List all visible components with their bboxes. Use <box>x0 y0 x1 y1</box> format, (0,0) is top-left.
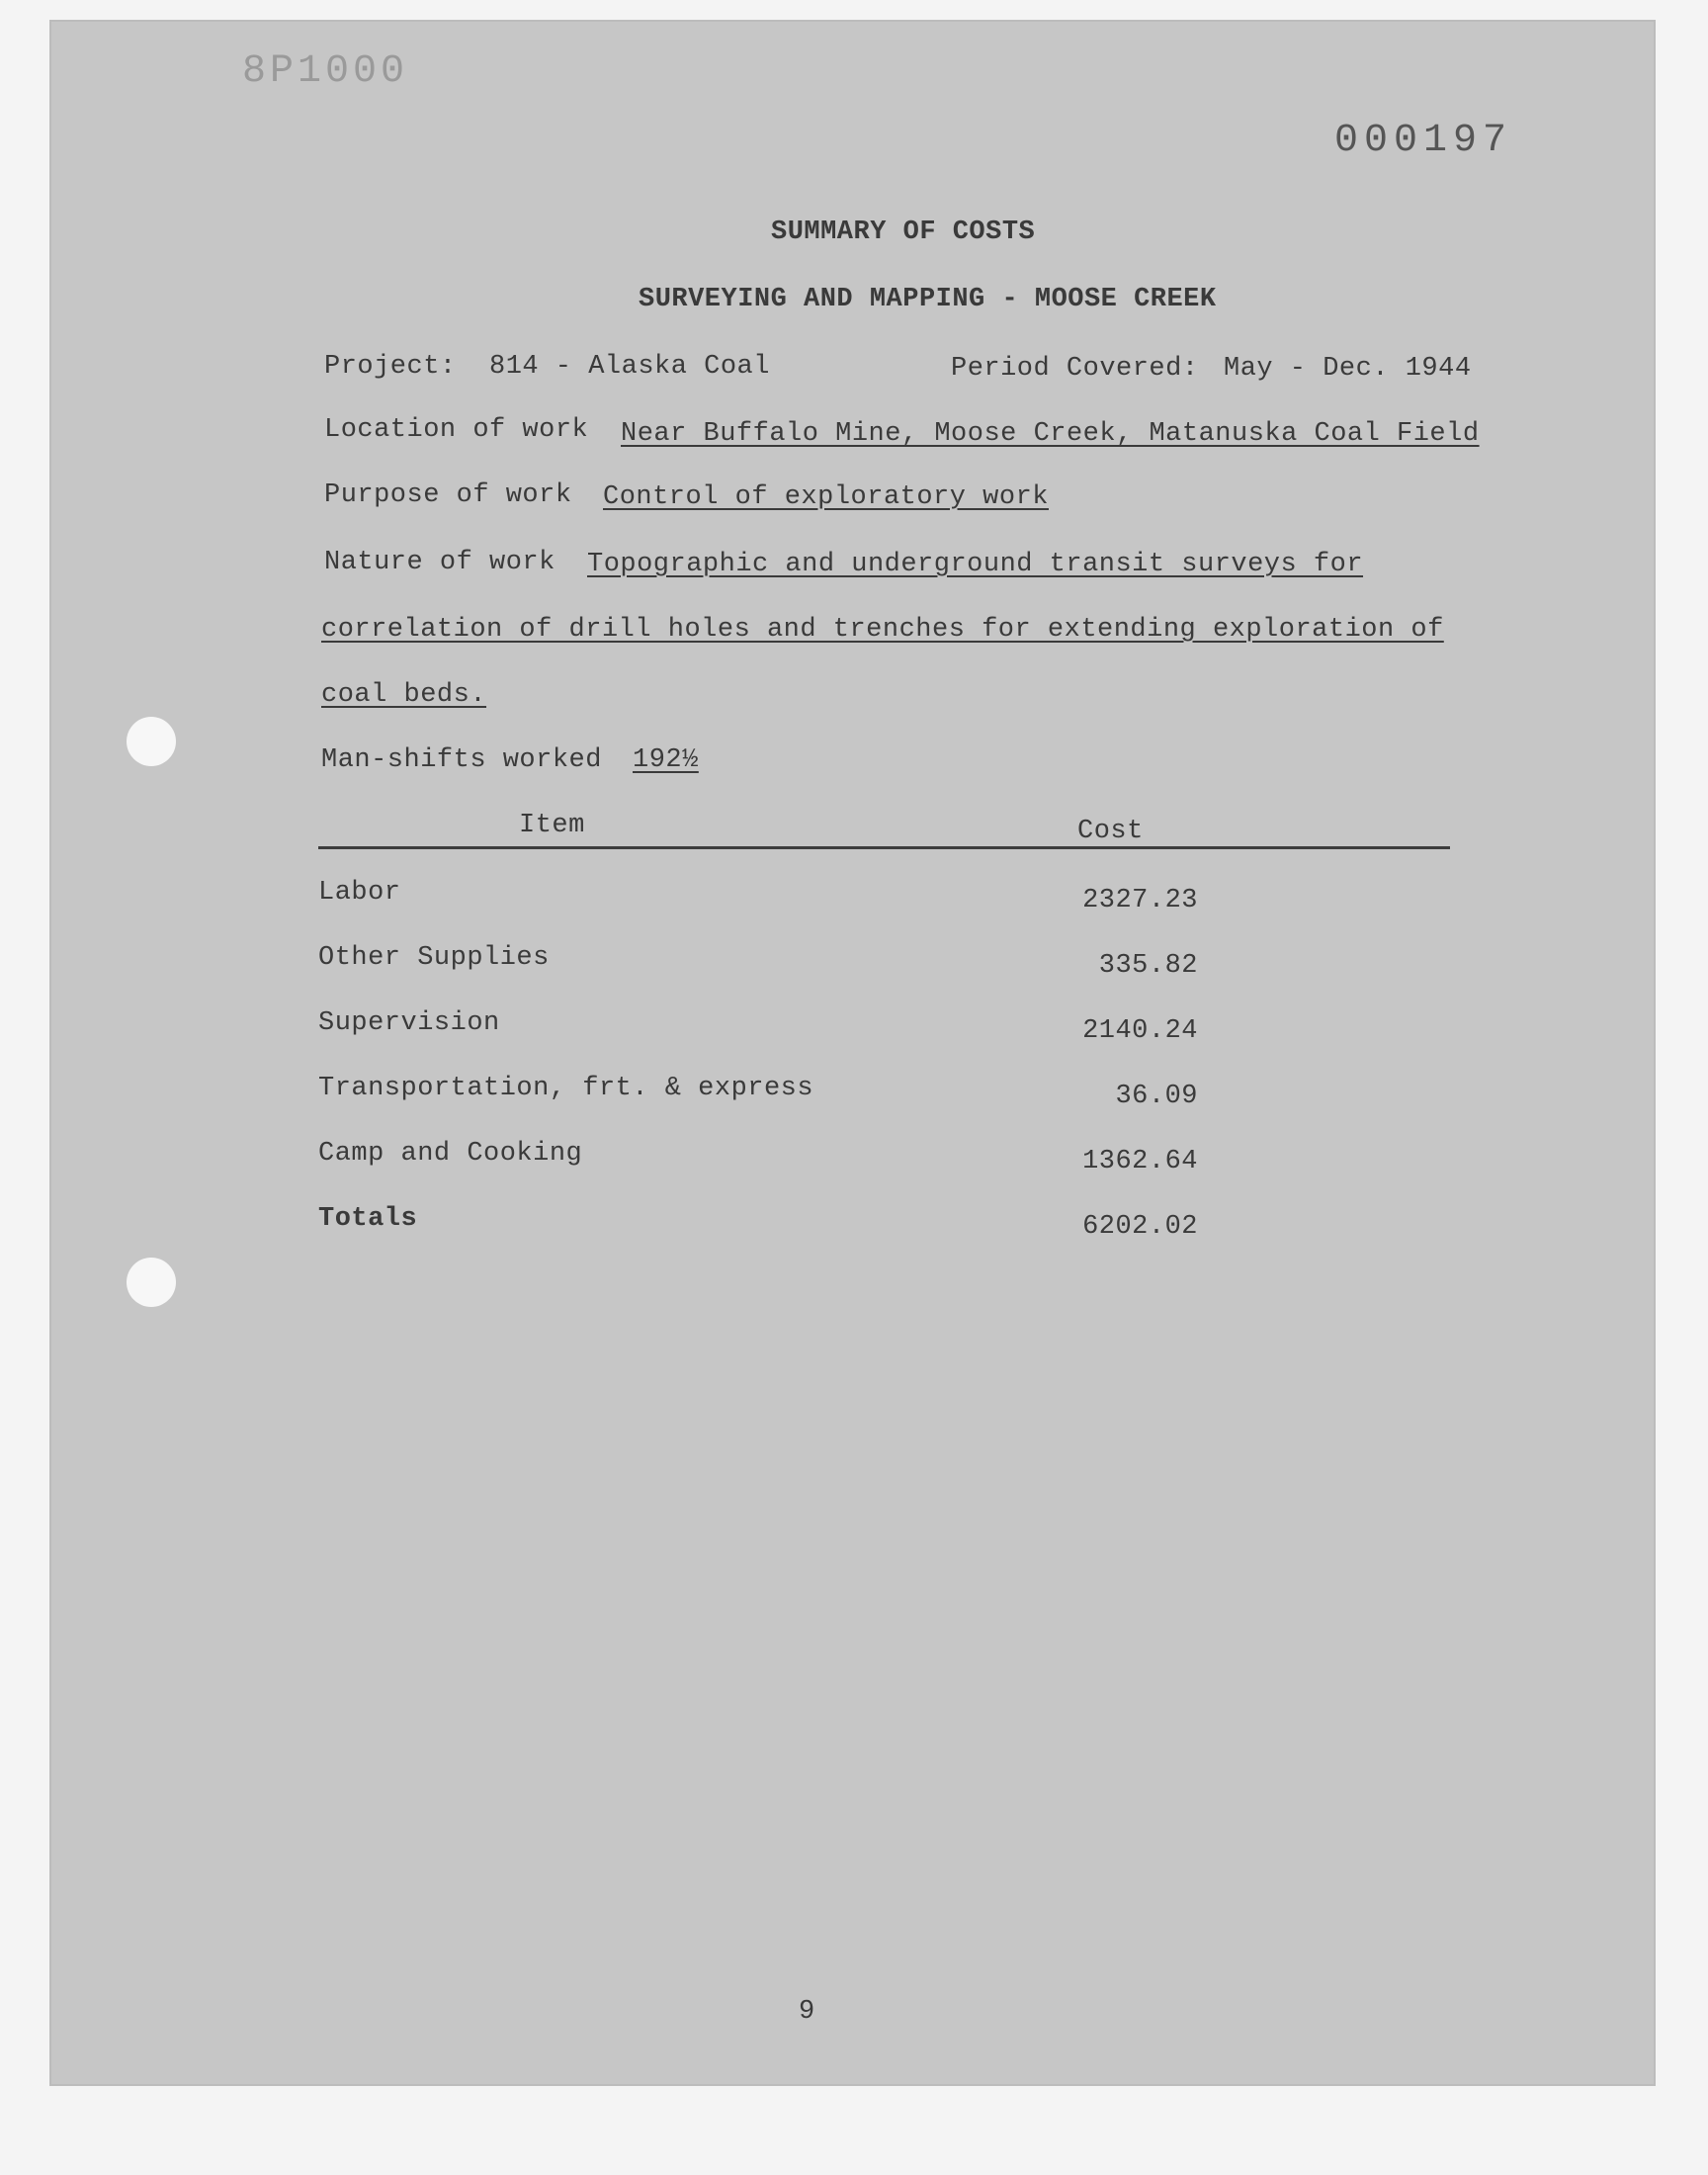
location-label: Location of work <box>324 415 589 445</box>
project-value: 814 - Alaska Coal <box>489 352 770 382</box>
table-row-cost: 2327.23 <box>1082 886 1198 915</box>
table-row-item: Other Supplies <box>318 943 550 973</box>
nature-line-3: coal beds. <box>321 680 487 710</box>
page-title: SUMMARY OF COSTS <box>771 218 1036 247</box>
nature-label: Nature of work <box>324 548 555 577</box>
purpose-label: Purpose of work <box>324 480 572 510</box>
punch-hole <box>127 1258 176 1307</box>
nature-line-1: Topographic and underground transit surveys for <box>587 550 1364 579</box>
nature-line-2: correlation of drill holes and trenches for extending exploration of <box>321 615 1444 645</box>
project-label: Project: <box>324 352 457 382</box>
period-label: Period Covered: <box>951 354 1199 384</box>
man-shifts-label: Man-shifts worked <box>321 745 602 775</box>
man-shifts-value: 192½ <box>633 745 699 775</box>
column-header-item: Item <box>519 811 585 840</box>
page-subtitle: SURVEYING AND MAPPING - MOOSE CREEK <box>639 285 1217 314</box>
page-number: 9 <box>799 1997 815 2027</box>
table-row-item: Transportation, frt. & express <box>318 1074 814 1103</box>
table-row-cost: 1362.64 <box>1082 1147 1198 1176</box>
period-value: May - Dec. 1944 <box>1224 354 1472 384</box>
faint-stamp-number: 8P1000 <box>242 49 409 94</box>
header-rule <box>318 846 1450 849</box>
table-row-cost: 2140.24 <box>1082 1016 1198 1046</box>
column-header-cost: Cost <box>1077 817 1144 846</box>
table-row-cost: 36.09 <box>1115 1082 1198 1111</box>
punch-hole <box>127 717 176 766</box>
table-row-item: Totals <box>318 1204 418 1234</box>
location-value: Near Buffalo Mine, Moose Creek, Matanuska Coal Field <box>621 419 1480 449</box>
table-row-item: Supervision <box>318 1008 500 1038</box>
table-row-cost: 335.82 <box>1098 951 1198 981</box>
document-number: 000197 <box>1334 119 1513 163</box>
document-page <box>49 20 1656 2086</box>
purpose-value: Control of exploratory work <box>603 482 1049 512</box>
table-row-item: Labor <box>318 878 401 908</box>
table-row-cost: 6202.02 <box>1082 1212 1198 1242</box>
table-row-item: Camp and Cooking <box>318 1139 583 1169</box>
